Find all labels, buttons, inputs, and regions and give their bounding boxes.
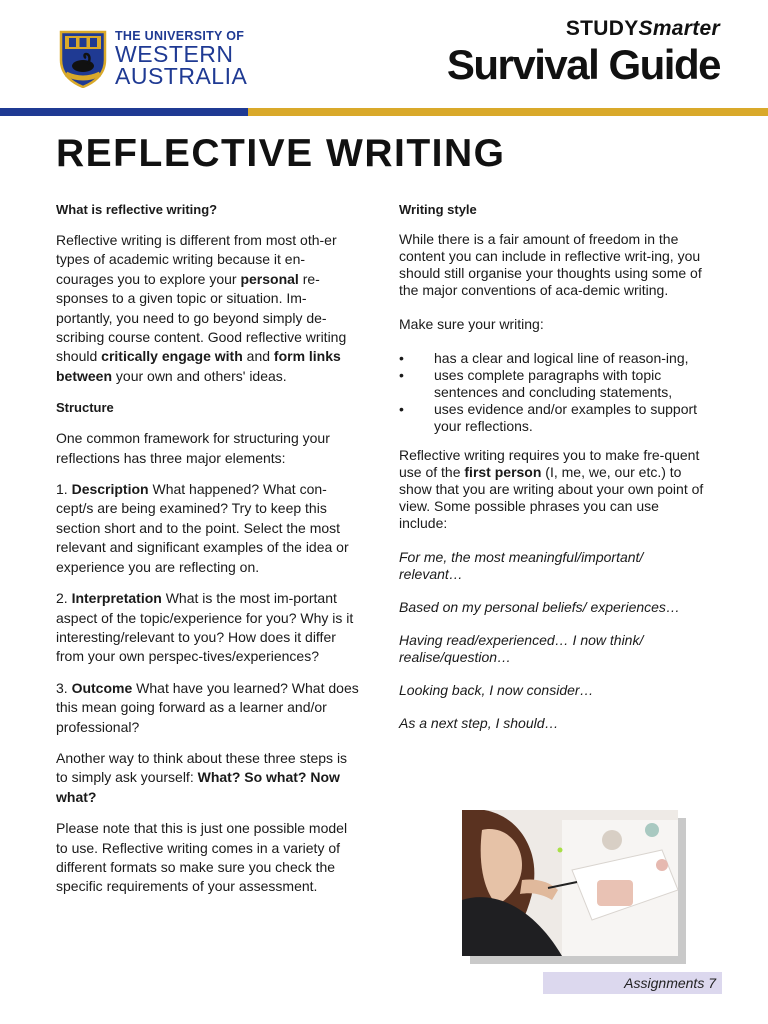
intro-bold-personal: personal xyxy=(240,270,299,287)
university-line-1: THE UNIVERSITY OF xyxy=(115,29,245,43)
item-number: 2. xyxy=(56,590,72,607)
intro-bold-form-links: form links between xyxy=(56,348,341,384)
intro-text-a: Reflective writing is different from most oth-er types of academic writing because it en-courages you to explore your xyxy=(56,232,337,287)
intro-text-e: and xyxy=(242,348,274,365)
writing-style-paragraph: While there is a fair amount of freedom in the content you can include in reflective writ-ing, you should still organise your thoughts using some of the major conventions of aca-demic writing. xyxy=(399,231,702,298)
header-bar-gold xyxy=(248,108,768,116)
brand-study-text: STUDY xyxy=(565,17,639,40)
note-paragraph: Please note that this is just one possible model to use. Reflective writing comes in a variety of different formats so make sure you check the specific requirements of your assessment. xyxy=(56,820,348,895)
example-phrase: For me, the most meaningful/important/ relevant… xyxy=(399,549,644,582)
university-name xyxy=(115,30,247,87)
list-item-text: has a clear and logical line of reason-ing, xyxy=(434,350,689,366)
item-text: What have you learned? What does this mean going forward as a learner and/or professional? xyxy=(56,679,359,735)
intro-paragraph xyxy=(56,231,360,386)
bullet-icon: • xyxy=(399,350,404,366)
right-column xyxy=(399,200,709,748)
item-number: 1. xyxy=(56,481,72,498)
list-item-text: uses evidence and/or examples to support your reflections. xyxy=(434,401,698,434)
example-phrase: As a next step, I should… xyxy=(399,715,559,731)
intro-bold-critically: critically engage with xyxy=(101,348,243,365)
item-text: What happened? What con-cept/s are being examined? Try to keep this section short and to the point. Select the most relevant and significant examples of the idea or experience you are reflecting on. xyxy=(56,481,349,575)
heading-what-is-reflective-writing: What is reflective writing? xyxy=(56,202,218,217)
example-phrase: Looking back, I now consider… xyxy=(399,682,594,698)
heading-structure: Structure xyxy=(56,400,114,416)
writing-checklist xyxy=(399,350,709,435)
footer-page-text: Assignments 7 xyxy=(624,975,716,991)
brand-survival-guide: Survival Guide xyxy=(446,41,720,88)
item-label: Outcome xyxy=(71,679,133,696)
structure-item-outcome xyxy=(56,679,360,737)
intro-text-c: re-sponses to a given topic or situation. Im-portantly, you need to go beyond simply de-scribing course content. Good reflective writing should xyxy=(56,270,347,365)
page-title: REFLECTIVE WRITING xyxy=(56,132,506,175)
heading-writing-style: Writing style xyxy=(399,202,477,217)
brand-study-smarter xyxy=(447,16,720,42)
make-sure-paragraph: Make sure your writing: xyxy=(399,316,544,332)
study-smarter-brand xyxy=(447,16,720,88)
university-line-2: WESTERN xyxy=(115,41,234,67)
another-way-bold: What? So what? Now what? xyxy=(56,769,340,805)
university-line-3: AUSTRALIA xyxy=(115,63,248,89)
first-person-paragraph xyxy=(399,447,709,532)
header-bar-blue xyxy=(0,108,248,116)
item-text: What is the most im-portant aspect of the topic/experience for you? Why is it interesting/relevant to you? How does it differ from your own perspec-tives/experiences? xyxy=(56,590,354,665)
brand-smarter-text: Smarter xyxy=(638,17,720,40)
item-number: 3. xyxy=(56,679,72,696)
list-item xyxy=(399,401,709,435)
example-phrase: Having read/experienced… I now think/ realise/question… xyxy=(399,632,644,665)
left-column xyxy=(56,200,360,909)
list-item xyxy=(399,350,709,367)
bullet-icon: • xyxy=(399,401,404,417)
framework-paragraph: One common framework for structuring your reflections has three major elements: xyxy=(56,430,330,466)
structure-item-interpretation xyxy=(56,589,360,667)
footer-page-label xyxy=(543,972,722,994)
student-writing-image xyxy=(462,810,678,956)
first-person-bold: first person xyxy=(464,464,542,480)
list-item-text: uses complete paragraphs with topic sentences and concluding statements, xyxy=(434,367,673,400)
bullet-icon: • xyxy=(399,367,404,383)
structure-item-description xyxy=(56,480,360,577)
item-label: Interpretation xyxy=(71,590,162,607)
uwa-crest-logo xyxy=(58,30,108,88)
list-item xyxy=(399,367,709,401)
item-label: Description xyxy=(71,481,149,498)
page-header xyxy=(0,0,768,108)
example-phrase: Based on my personal beliefs/ experiences… xyxy=(399,599,680,615)
intro-text-g: your own and others' ideas. xyxy=(112,367,287,384)
another-way-text: Another way to think about these three steps is to simply ask yourself: xyxy=(56,749,348,786)
first-person-text-a: Reflective writing requires you to make fre-quent use of the xyxy=(399,447,700,480)
another-way-paragraph xyxy=(56,749,360,807)
first-person-text-c: (I, me, we, our etc.) to show that you are writing about your own point of view. Some possible phrases you can use include: xyxy=(399,464,704,531)
student-writing-photo xyxy=(462,810,678,960)
